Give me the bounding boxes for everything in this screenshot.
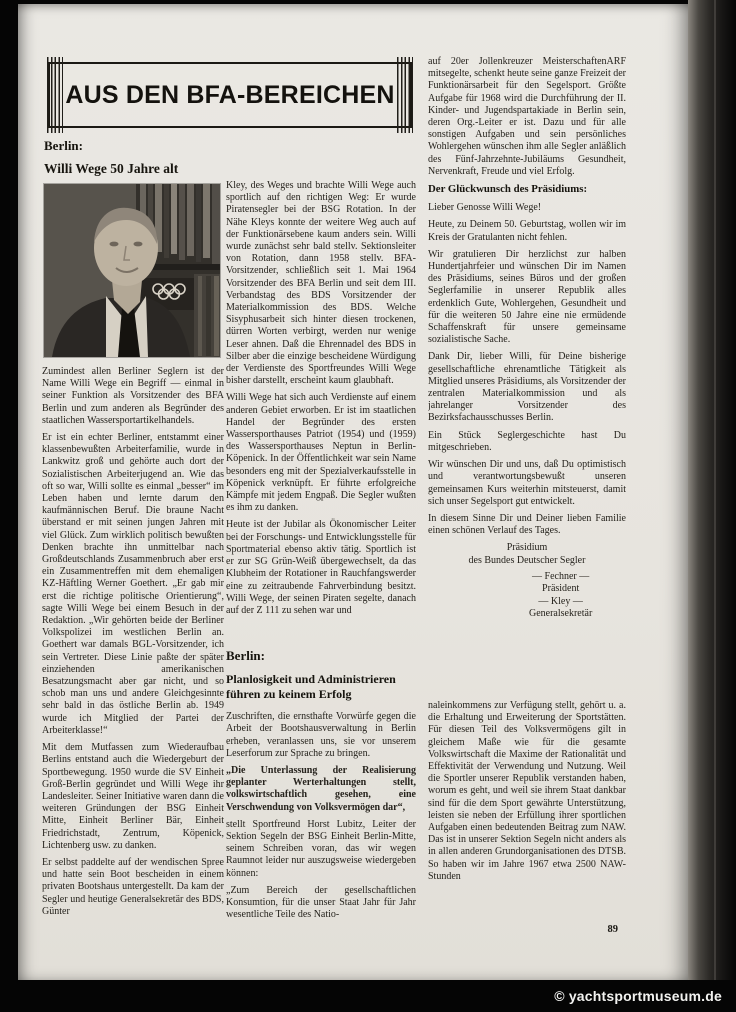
article2-location: Berlin: — [226, 650, 265, 663]
paragraph: naleinkommens zur Verfügung stellt, gehört u. a. die Erhaltung und Erweiterung der Sportstätten. Für diesen Teil des Volksvermögens gilt in gleichem Maße wie für die gesamte Volkswirtschaft die Maxime der Rationalität und Effektivität der Verwendung und Nutzung. Weil die Sportler unserer Republik verstanden haben, worum es geht, und weil sie ihrem Staat dankbar sind für die dem Sport gewährte Unterstützung, leisten sie neben der Erfüllung ihrer sportlichen Aufgaben einen bedeutenden Beitrag zum NAW. Das ist in unserer Sektion Segeln nicht anders als in allen anderen Grundorganisationen des DTSB. So haben wir im Jahre 1967 etwa 2500 NAW-Stunden — [428, 700, 626, 882]
paragraph: Wir wünschen Dir und uns, daß Du optimistisch und verantwortungsbewußt unseren gemeinsamen Kurs weiterhin mitsteuerst, damit sich unser Segelsport gut entwickelt. — [428, 459, 626, 507]
paragraph: Kley, des Weges und brachte Willi Wege auch sportlich auf den richtigen Weg: Er wurde Piratensegler bei der BSG Rotation. In der Nähe Kleys konnte der weitere Weg auch auf der Funktionärsebene kaum anders sein. Willi wurde zunächst sehr bald stellv. Sektionsleiter von Rotation, dann 1958 stellv. BFA-Vorsitzender, schließlich seit 1. Mai 1964 Vorsitzender des BFA Berlin und seit dem III. Verbandstag des BDS Vorsitzender der Materialkommission des BDS. Welche Sisyphusarbeit sich hinter diesen trockenen, dürren Worten verbirgt, werden nur wenige Leser ahnen. Daß die Ehrennadel des BDS in Silber aber die einzige bescheidene Würdigung der Verdienste des Sportfreundes Willi Wege bisher darstellt, erscheint kaum glaubhaft. — [226, 180, 416, 387]
signature-org: Präsidium — [506, 542, 548, 554]
book-page-stack-edge — [688, 0, 736, 1012]
paragraph: Zumindest allen Berliner Seglern ist der Name Willi Wege ein Begriff — einmal in seiner Funktion als Vorsitzender des BFA Berlin und zum anderen als Begründer des staatlichen Wassersportartikelhandels. — [42, 366, 224, 426]
column-right-top — [428, 56, 626, 698]
column-right-bottom — [428, 700, 626, 912]
column-middle-top — [226, 180, 416, 648]
paragraph: Zuschriften, die ernsthafte Vorwürfe gegen die Arbeit der Bootshausverwaltung in Berlin erheben, veranlassen uns, sie vor unserem Leserforum zur Sprache zu bringen. — [226, 711, 416, 759]
signature-name: — Kley — — [538, 595, 583, 607]
paragraph: Mit dem Mutfassen zum Wiederaufbau Berlins entstand auch die Wiedergeburt der Sportbewegung. 1950 wurde die SV Einheit Groß-Berlin gegründet und Willi Wege ihr Landesleiter. Seiner Initiative waren dann die weiteren Gründungen der BSG Einheit Mitte, Einheit Berliner Bär, Einheit Friedrichstadt, Zentrum, Köpenick, Lichtenberg usw. zu danken. — [42, 742, 224, 851]
masthead-box — [48, 62, 412, 128]
paragraph-with-byline — [428, 56, 626, 178]
page-number: 89 — [607, 924, 618, 935]
paragraph: Heute ist der Jubilar als Ökonomischer Leiter bei der Forschungs- und Entwicklungsstelle für Sportmaterial ebenso aktiv tätig. Sportlich ist er zur SG Grün-Weiß übergewechselt, da das Klubheim der Rotationer in Rauchfangswerder eine zu zeitraubende Fahrverbindung besitzt. Willi Wege, der seinen Piraten segelte, danach auf der Z 111 zu sehen war und — [226, 519, 416, 616]
byline: ARF — [606, 56, 626, 67]
paragraph-bold-quote: „Die Unterlassung der Realisierung geplanter Werterhaltungen stellt, volkswirtschaftlich gesehen, eine Verschwendung von Volksvermögen dar“, — [226, 765, 416, 813]
signature-role: Präsident — [542, 583, 580, 595]
paragraph: Ein Stück Seglergeschichte hast Du mitgeschrieben. — [428, 429, 626, 453]
watermark: © yachtsportmuseum.de — [554, 988, 722, 1004]
paragraph: „Zum Bereich der gesellschaftlichen Konsumtion, für die unser Staat Jahr für Jahr wesentliche Teile des Natio- — [226, 884, 416, 921]
page-paper — [18, 4, 688, 980]
paragraph: auf 20er Jollenkreuzer Meisterschaften mitsegelte, schenkt heute seine ganze Freizeit der Funktionärsarbeit für den Segelsport. Größte Aufgabe für 1968 wird die Durchführung der II. Kinder- und Jugendspartakiade in Berlin sein, deren Org.-Leiter er ist. Dazu und für alle sonstigen Aufgaben und sein persönliches Wohlergehen wünschen ihm alle Segler anläßlich des Fünf-Jahrzehnte-Jubiläums Gesundheit, Nervenkraft, Freude und viel Erfolg. — [428, 56, 626, 177]
willi-wege-photo — [44, 184, 220, 357]
article1-location: Berlin: — [44, 138, 83, 153]
signature-name: — Fechner — — [532, 570, 590, 582]
paragraph: Er ist ein echter Berliner, entstammt einer klassenbewußten Arbeiterfamilie, wurde in Lankwitz groß und gehörte auch dort der Sozialistischen Arbeiterjugend an. Wie das oft so war, Willi sollte es einmal „besser“ im Leben haben und lernte darum den kaufmännischen Beruf. Die braune Nacht überstand er mit seinen jungen Jahren mit viel Glück. Zum wirklich politisch bewußten Denken brachte ihn unmittelbar nach Großdeutschlands Zusammenbruch aber erst ein Zusammentreffen mit dem ehemaligen KZ-Häftling Werner Goethert. „Er gab mir erst die richtige politische Orientierung“, sagte Willi Wege bei einem Besuch in der Redaktion. „Wir gehörten beide der Berliner Volkspolizei im westlichen Berlin an. Goethert war damals BGL-Vorsitzender, ich sein Vertreter. Diese Linie paßte der später einziehenden amerikanischen Besatzungsmacht aber gar nicht, und so schob man uns und andere Gleichgesinnte sehr bald in das östliche Berlin ab. 1949 wurde ich Mitglied der Partei der Arbeiterklasse!“ — [42, 432, 224, 736]
gratulation-heading: Der Glückwunsch des Präsidiums: — [428, 183, 588, 196]
signature-role: Generalsekretär — [529, 608, 593, 620]
signature-org: des Bundes Deutscher Segler — [468, 554, 586, 566]
paragraph: Heute, zu Deinem 50. Geburtstag, wollen wir im Kreis der Gratulanten nicht fehlen. — [428, 219, 626, 243]
signature-block — [428, 542, 626, 621]
paragraph: stellt Sportfreund Horst Lubitz, Leiter der Sektion Segeln der BSG Einheit Berlin-Mitte, seinem Schreiben voran, das wir wegen Raumnot leider nur auszugsweise wiedergeben können: — [226, 818, 416, 879]
paragraph: Dank Dir, lieber Willi, für Deine bisherige gesellschaftliche ehrenamtliche Tätigkeit als Mitglied unseres Präsidiums, als Vorsitzender der zentralen Materialkommission und als jahrelanger Vorsitzender des Bezirksfachausschusses Berlin. — [428, 351, 626, 424]
paragraph: Willi Wege hat sich auch Verdienste auf einem anderen Gebiet erworben. Er ist im staatlichen Handel der Begründer des ersten Wassersporthauses Patriot (1954) und (1959) des Wassersporthauses Neptun in Berlin-Köpenick. In der Öffentlichkeit war sein Name besonders eng mit der Spezialverkaufsstelle in Köpenick verknüpft. Er führte erfolgreiche Kämpfe mit jedem Engpaß. Die Segler wußten es ihm zu danken. — [226, 392, 416, 514]
paragraph: Er selbst paddelte auf der wendischen Spree und hatte sein Boot bescheiden in einem privaten Bootshaus untergestellt. Da kam der Segler und heutige Generalsekretär des BDS, Günter — [42, 856, 224, 917]
paragraph: In diesem Sinne Dir und Deiner lieben Familie einen schönen Verlauf des Tages. — [428, 512, 626, 537]
paragraph: Wir gratulieren Dir herzlichst zur halben Hundertjahrfeier und wünschen Dir im Namen des Präsidiums, seines Büros und der großen Seglerfamilie in unserer Republik alles erdenklich Gute, Wohlergehen, Gesundheit und für die weiteren 50 Jahre eine nie ermüdende Schaffenskraft für unsere gemeinsame sozialistische Sache. — [428, 248, 626, 346]
column-left — [42, 366, 224, 968]
paragraph: Lieber Genosse Willi Wege! — [428, 202, 542, 214]
portrait-illustration — [44, 184, 220, 357]
masthead-title: AUS DEN BFA-BEREICHEN — [65, 80, 395, 109]
signature-names — [495, 571, 626, 621]
column-middle-bottom — [226, 650, 416, 966]
article2-title: Planlosigkeit und Administrieren führen zu keinem Erfolg — [226, 672, 396, 701]
article1-title: Willi Wege 50 Jahre alt — [44, 161, 179, 176]
scan-bottom-band — [0, 980, 736, 1012]
